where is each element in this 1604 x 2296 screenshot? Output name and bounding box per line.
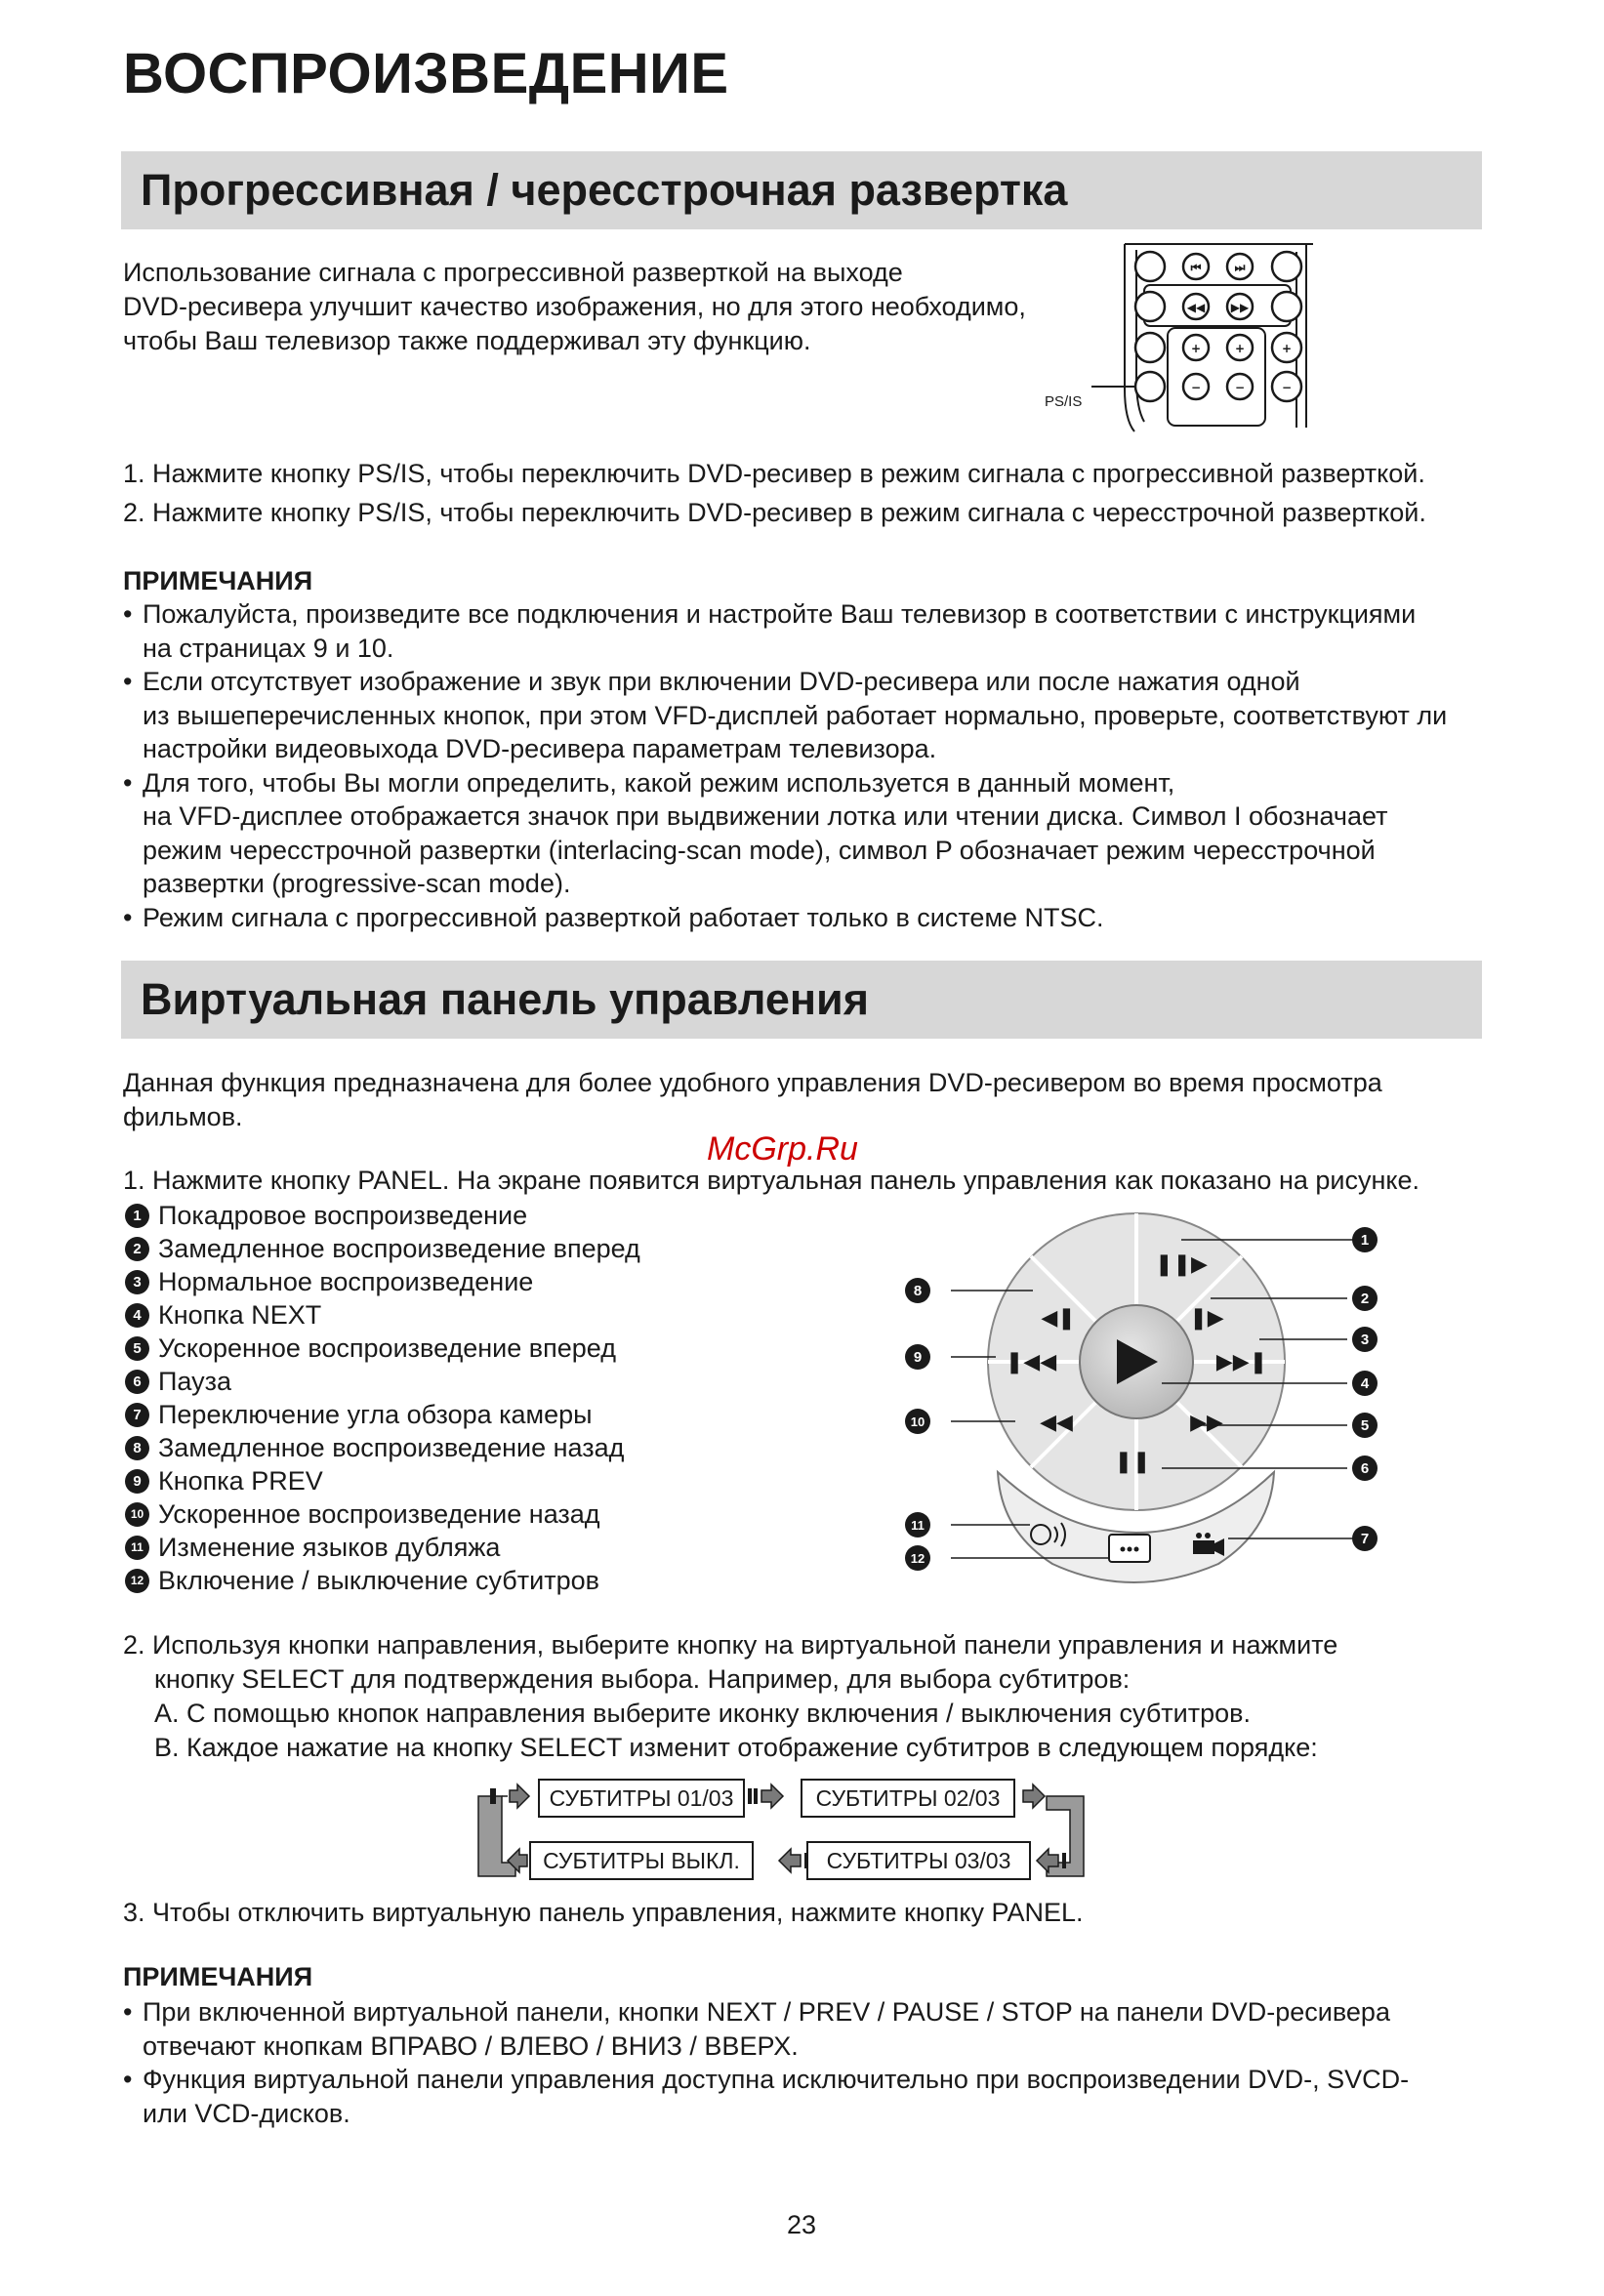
svg-text:4: 4 — [1360, 1375, 1370, 1392]
flow-subtitles-03: СУБТИТРЫ 03/03 — [806, 1841, 1031, 1880]
svg-text:11: 11 — [911, 1518, 925, 1533]
svg-text:1: 1 — [1360, 1232, 1370, 1249]
step-line: 2. Нажмите кнопку PS/IS, чтобы переключить DVD-ресивер в режим сигнала с чересстрочной разверткой. — [123, 498, 1426, 527]
page-title: ВОСПРОИЗВЕДЕНИЕ — [123, 42, 729, 105]
svg-text:+: + — [1234, 342, 1246, 355]
flow-subtitles-01: СУБТИТРЫ 01/03 — [538, 1779, 745, 1818]
section-title: Виртуальная панель управления — [141, 974, 869, 1024]
svg-text:◀◀: ◀◀ — [1186, 301, 1206, 314]
flow-subtitles-off: СУБТИТРЫ ВЫКЛ. — [529, 1841, 754, 1880]
svg-text:3: 3 — [1360, 1332, 1370, 1348]
legend-item: 12 Включение / выключение субтитров — [125, 1564, 640, 1597]
svg-text:−: − — [1234, 381, 1246, 394]
slow-reverse-icon: ◀❚ — [1041, 1306, 1076, 1331]
notes-title: ПРИМЕЧАНИЯ — [123, 1962, 313, 1991]
svg-text:⏭: ⏭ — [1234, 261, 1246, 274]
legend-item: 5 Ускоренное воспроизведение вперед — [125, 1332, 640, 1365]
intro-line: Использование сигнала с прогрессивной разверткой на выходе — [123, 258, 903, 287]
intro-line: Данная функция предназначена для более удобного управления DVD-ресивером во время просмотра — [123, 1068, 1382, 1097]
svg-text:⏮: ⏮ — [1190, 261, 1202, 274]
svg-text:10: 10 — [910, 1414, 925, 1429]
note-item: • Пожалуйста, произведите все подключения и настройте Ваш телевизор в соответствии с инструкциями на страницах 9 и 10. — [123, 597, 1447, 665]
intro-line: чтобы Ваш телевизор также поддерживал эту функцию. — [123, 326, 811, 355]
svg-text:7: 7 — [1360, 1531, 1370, 1547]
svg-text:8: 8 — [913, 1283, 923, 1299]
prev-icon: ❚◀◀ — [1005, 1350, 1057, 1374]
legend-item: 2 Замедленное воспроизведение вперед — [125, 1232, 640, 1265]
svg-text:−: − — [1281, 381, 1293, 394]
frame-step-icon: ❚❚▶ — [1155, 1252, 1208, 1277]
legend-item: 6 Пауза — [125, 1365, 640, 1398]
svg-text:−: − — [1190, 381, 1202, 394]
virtual-panel-diagram — [888, 1210, 1396, 1620]
legend-item: 4 Кнопка NEXT — [125, 1298, 640, 1332]
section-title: Прогрессивная / чересстрочная развертка — [141, 165, 1068, 215]
legend-item: 1 Покадровое воспроизведение — [125, 1199, 640, 1232]
page-number: 23 — [787, 2210, 817, 2239]
legend-list — [125, 1199, 640, 1597]
section1-intro — [123, 256, 1026, 358]
section2-notes — [123, 1995, 1409, 2130]
note-item: • Функция виртуальной панели управления доступна исключительно при воспроизведении DVD-, SVCD- или VCD-дисков. — [123, 2063, 1409, 2130]
svg-text:▶▶: ▶▶ — [1230, 301, 1250, 314]
legend-item: 3 Нормальное воспроизведение — [125, 1265, 640, 1298]
svg-text:5: 5 — [1360, 1417, 1370, 1434]
note-item: • Если отсутствует изображение и звук при включении DVD-ресивера или после нажатия одной из вышеперечисленных кнопок, при этом VFD-дисплей работает нормально, проверьте, соответствуют ли настройки видеовыхода DVD-ресивера параметрам телевизора. — [123, 665, 1447, 766]
remote-illustration — [1035, 242, 1318, 435]
svg-text:2: 2 — [1360, 1291, 1370, 1307]
svg-text:12: 12 — [910, 1551, 925, 1566]
legend-item: 9 Кнопка PREV — [125, 1464, 640, 1497]
note-item: • Режим сигнала с прогрессивной разверткой работает только в системе NTSC. — [123, 901, 1447, 935]
fast-reverse-icon: ◀◀ — [1040, 1411, 1073, 1435]
step2-text: 2. Используя кнопки направления, выберите кнопку на виртуальной панели управления и нажмите кнопку SELECT для подтверждения выбора. Например, для выбора субтитров: A. С помощью кнопок направления выберите иконку включения / выключения субтитров. B. Каждое нажатие на кнопку SELECT изменит отображение субтитров в следующем порядке: — [123, 1630, 1338, 1762]
section1-notes — [123, 597, 1447, 934]
svg-text:+: + — [1190, 342, 1202, 355]
svg-text:9: 9 — [913, 1349, 923, 1366]
legend-item: 10 Ускоренное воспроизведение назад — [125, 1497, 640, 1531]
intro-line: DVD-ресивера улучшит качество изображения, но для этого необходимо, — [123, 292, 1026, 321]
legend-item: 11 Изменение языков дубляжа — [125, 1531, 640, 1564]
section2-intro — [123, 1066, 1382, 1134]
step-line: 1. Нажмите кнопку PS/IS, чтобы переключить DVD-ресивер в режим сигнала с прогрессивной разверткой. — [123, 459, 1425, 488]
slow-forward-icon: ❚▶ — [1189, 1306, 1224, 1331]
flow-subtitles-02: СУБТИТРЫ 02/03 — [801, 1779, 1015, 1818]
step3-text: 3. Чтобы отключить виртуальную панель управления, нажмите кнопку PANEL. — [123, 1898, 1084, 1927]
step1-text: 1. Нажмите кнопку PANEL. На экране появится виртуальная панель управления как показано на рисунке. — [123, 1166, 1420, 1195]
intro-line: фильмов. — [123, 1102, 243, 1131]
pause-icon: ❚❚ — [1114, 1450, 1151, 1474]
legend-item: 7 Переключение угла обзора камеры — [125, 1398, 640, 1431]
next-icon: ▶▶❚ — [1215, 1350, 1268, 1374]
note-item: • Для того, чтобы Вы могли определить, какой режим используется в данный момент, на VFD-дисплее отображается значок при выдвижении лотка или чтении диска. Символ I обозначает режим чересстрочной развертки (interlacing-scan mode), символ P обозначает режим чересстрочной развертки (progressive-scan mode). — [123, 766, 1447, 901]
notes-title: ПРИМЕЧАНИЯ — [123, 566, 313, 595]
fast-forward-icon: ▶▶ — [1190, 1411, 1223, 1435]
section-header-progressive — [121, 151, 1482, 229]
section-header-virtual-panel — [121, 961, 1482, 1039]
svg-text:+: + — [1281, 342, 1293, 355]
legend-item: 8 Замедленное воспроизведение назад — [125, 1431, 640, 1464]
ps-is-label: PS/IS — [1045, 393, 1083, 410]
section1-steps — [123, 457, 1426, 530]
svg-text:6: 6 — [1360, 1460, 1370, 1477]
watermark: McGrp.Ru — [707, 1130, 858, 1168]
note-item: • При включенной виртуальной панели, кнопки NEXT / PREV / PAUSE / STOP на панели DVD-ресивера отвечают кнопкам ВПРАВО / ВЛЕВО / ВНИЗ / ВВЕРХ. — [123, 1995, 1409, 2063]
